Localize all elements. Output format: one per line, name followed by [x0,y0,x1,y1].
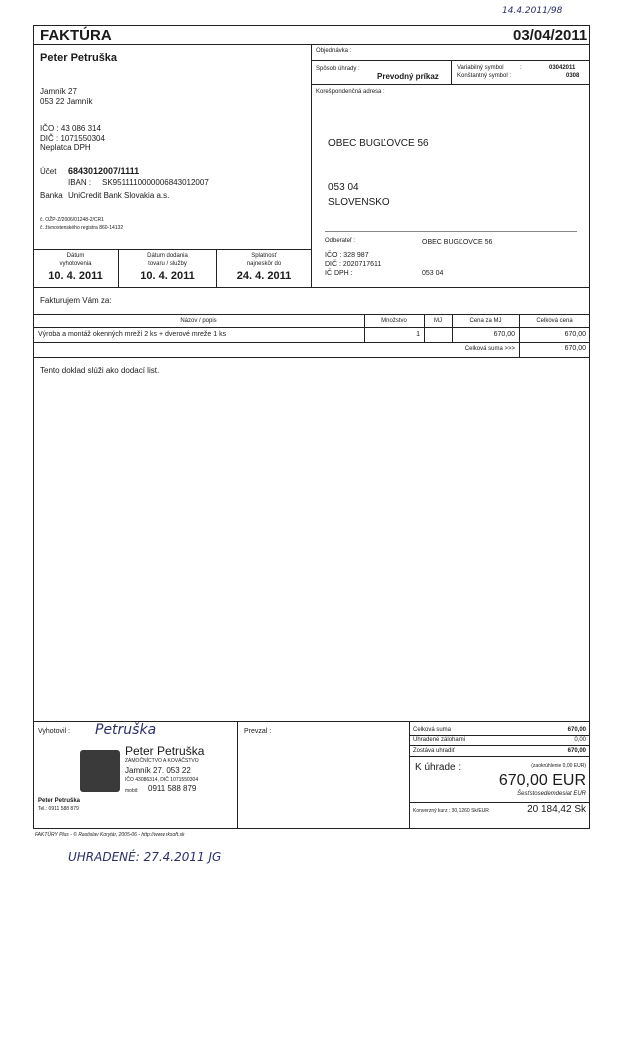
customer-name: OBEC BUGĽOVCE 56 [422,239,493,246]
stamp-phone: 0911 588 879 [148,784,197,793]
col-header-unit: MJ [434,318,442,324]
handwritten-paid-note: UHRADENÉ: 27.4.2011 JG [68,850,222,864]
correspondence-line-3: SLOVENSKO [328,197,390,208]
stamp-ids: IČO 43086314, DIČ 1071550304 [125,777,199,783]
divider [311,84,590,85]
issued-by-label: Vyhotovil : [38,728,71,735]
divider [325,231,577,232]
document-title: FAKTÚRA [40,27,112,44]
divider [33,287,590,288]
sum-value-remaining: 670,00 [567,748,586,754]
supplier-vat-status: Neplatca DPH [40,143,91,152]
divider [237,721,238,829]
signature: Petruška [95,722,157,738]
delivery-note: Tento doklad slúži ako dodací list. [40,366,160,375]
account-label: Účet [40,167,57,176]
variable-symbol-value: 03042011 [549,65,576,71]
received-by-label: Prevzal : [244,728,272,735]
registration-1: č. OŽP-Z/2006/01248-2/CR1 [40,217,104,223]
divider [409,745,590,746]
constant-symbol-label: Konštantný symbol : [457,73,512,79]
supplier-name: Peter Petruška [40,52,118,64]
amount-in-words: Šesťstosedemdesiat EUR [517,791,586,797]
correspondence-line-1: OBEC BUGĽOVCE 56 [328,138,429,149]
registration-2: č. živnostenského registra 860-14132 [40,225,124,231]
divider [409,802,590,803]
supplier-dic: DIČ : 1071550304 [40,134,105,143]
constant-symbol-value: 0308 [566,73,580,79]
divider [409,735,590,736]
correspondence-label: Korešpondenčná adresa : [316,89,385,95]
date-due-label-1: Splatnosť [251,253,277,259]
divider [311,44,312,287]
table-total-label: Celková suma >>> [464,346,515,352]
amount-sk: 20 184,42 Sk [527,804,586,815]
payment-method: Prevodný príkaz [377,72,439,81]
issuer-phone: Tel.: 0911 588 879 [38,806,79,812]
sum-label-total: Celková suma [413,727,452,733]
sum-value-deposits: 0,00 [574,737,586,743]
col-header-qty: Množstvo [381,318,407,324]
divider [451,60,452,84]
customer-label: Odberateľ : [325,238,356,244]
amount-due-value: 670,00 EUR [498,772,586,789]
customer-icdph: IČ DPH : [325,270,353,277]
iban-value: SK9511110000006843012007 [102,178,209,187]
handwritten-date-note: 14.4.2011/98 [502,6,563,16]
date-due-label-2: najneskôr do [246,261,282,267]
col-header-name: Názov / popis [180,318,217,324]
amount-due-label: K úhrade : [415,762,462,773]
date-issued-value: 10. 4. 2011 [48,270,103,282]
sum-label-remaining: Zostáva uhradiť [413,748,455,754]
divider [409,756,590,757]
stamp-trade: ZÁMOČNÍCTVO A KOVÁČSTVO [125,758,199,764]
item-unit-price: 670,00 [493,331,515,338]
divider [33,249,311,250]
customer-ico: IČO : 328 987 [325,252,369,259]
account-number: 6843012007/1111 [68,166,140,176]
sum-value-total: 670,00 [567,727,586,733]
item-quantity: 1 [416,331,420,338]
rounding-note: (zaokrúhlenie 0,00 EUR) [531,763,586,769]
divider [33,342,590,343]
correspondence-line-2: 053 04 [328,182,359,193]
payment-label: Spôsob úhrady : [316,66,360,72]
stamp-logo [80,750,120,792]
date-due-value: 24. 4. 2011 [236,270,292,282]
order-label: Objednávka : [316,48,352,54]
variable-symbol-label: Variabilný symbol [457,65,504,71]
software-credit: FAKTÚRY Plus - © Rastislav Korytár, 2005-06 - http://www.rksoft.sk [35,832,185,838]
iban-label: IBAN : [68,178,92,187]
col-header-unit-price: Cena za MJ [469,318,502,324]
date-delivery-label-2: tovaru / služby [148,261,187,267]
supplier-street: Jamník 27 [40,87,77,96]
variable-symbol-colon: : [520,65,522,71]
stamp-address: Jamník 27. 053 22 [125,766,191,775]
item-total: 670,00 [564,331,586,338]
supplier-ico: IČO : 43 086 314 [40,124,101,133]
date-delivery-value: 10. 4. 2011 [140,270,195,282]
date-delivery-label-1: Dátum dodania [147,253,188,259]
item-description: Výroba a montáž okenných mreží 2 ks + dverové mreže 1 ks [38,331,227,338]
stamp-phone-label: mobil: [125,788,139,794]
supplier-city: 053 22 Jamník [40,97,93,106]
bank-name: UniCredit Bank Slovakia a.s. [68,191,170,200]
table-total-value: 670,00 [564,345,586,352]
issuer-name: Peter Petruška [38,798,81,804]
date-issued-label-2: vyhotovenia [59,261,92,267]
divider [409,721,410,829]
col-header-total: Celková cena [536,318,573,324]
bank-label: Banka [40,191,63,200]
invoice-intro: Fakturujem Vám za: [40,296,112,305]
invoice-number: 03/04/2011 [513,27,588,44]
customer-zip: 053 04 [422,270,444,277]
divider [33,327,590,328]
date-issued-label-1: Dátum [66,253,85,259]
sum-label-deposits: Uhradené zálohami [413,737,466,743]
customer-dic: DIČ : 2020717611 [325,261,382,268]
stamp-name: Peter Petruška [125,744,205,758]
conversion-rate: Konverzný kurz : 30,1260 Sk/EUR [413,808,489,814]
